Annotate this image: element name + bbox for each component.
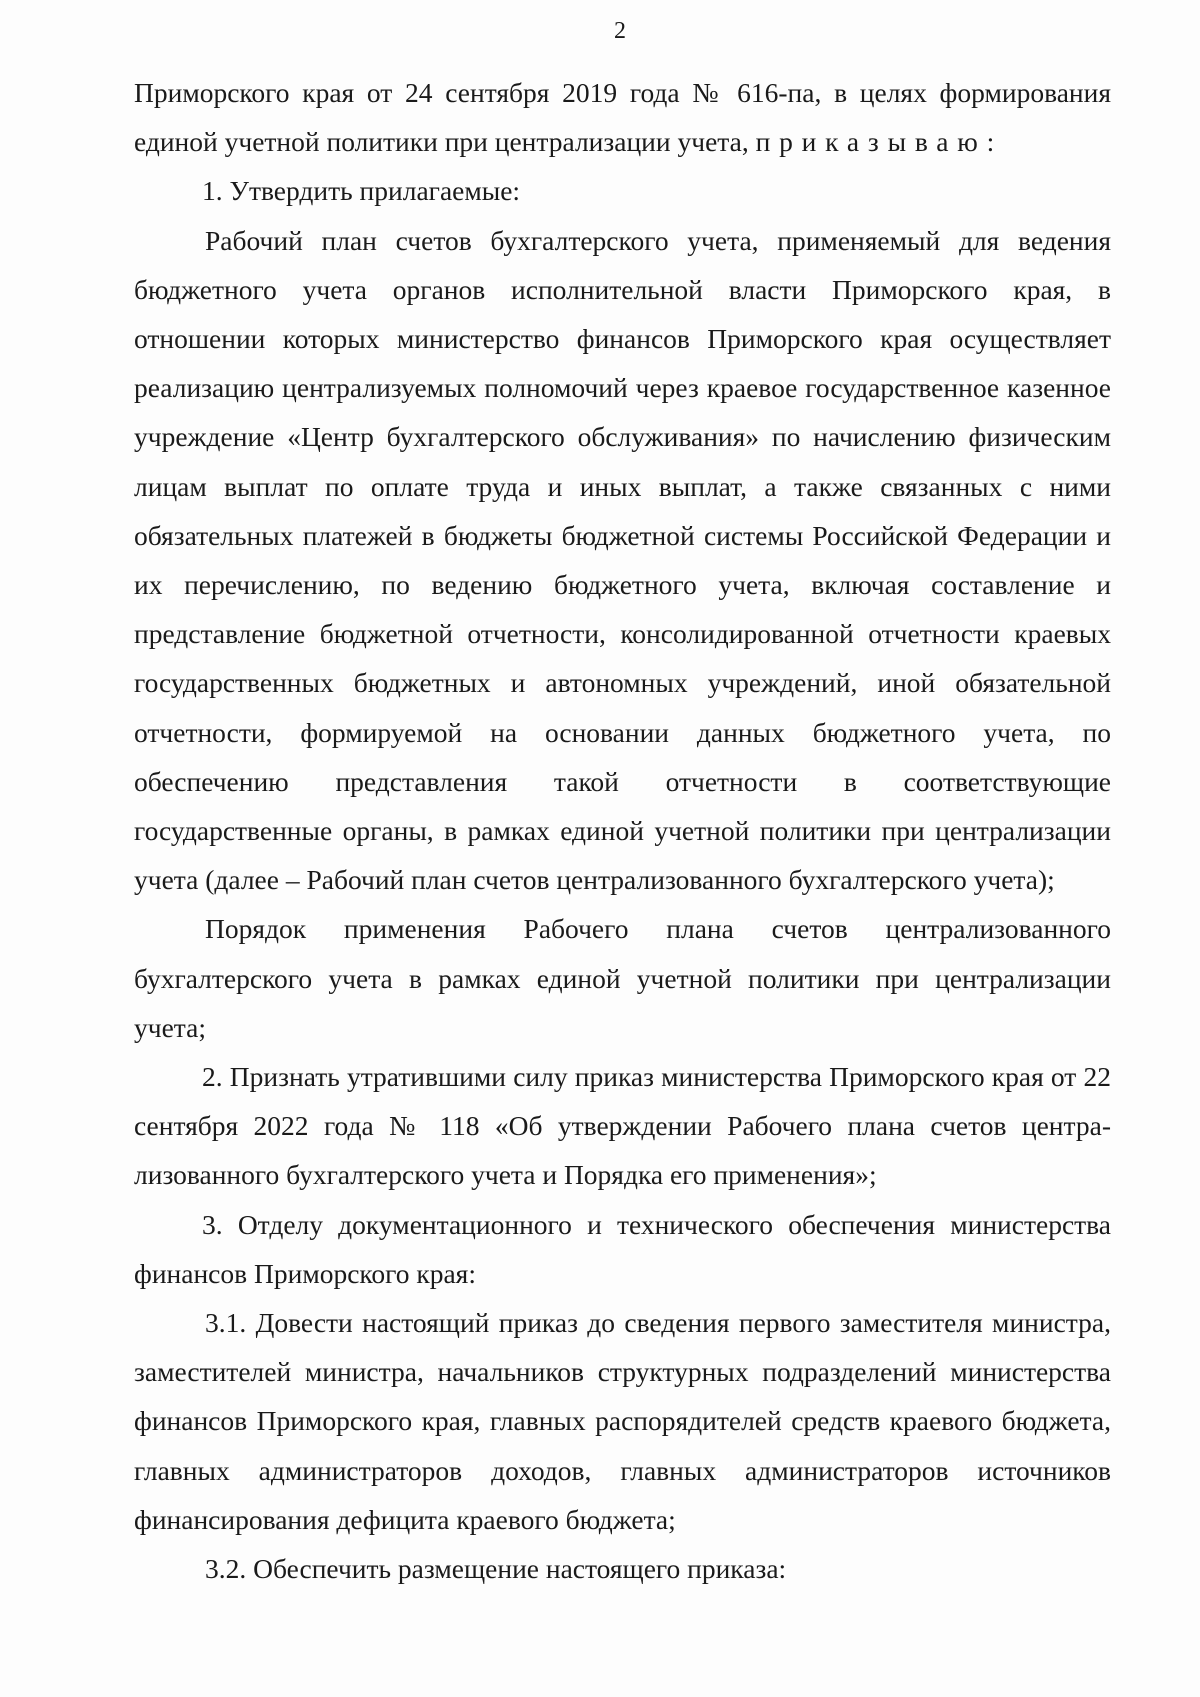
page-number: 2 <box>614 18 626 44</box>
paragraph-item-1: 1. Утвердить прилагаемые: <box>202 175 521 207</box>
document-body <box>134 68 1111 1593</box>
paragraph-item-2: 2. Признать утратившими силу приказ министерства Приморского края от 22 сентября 2022 года № 118 «Об утверждении Рабочего плана счетов центра-лизованного бухгалтерского учета и Порядка его применения»; <box>134 1061 1111 1191</box>
preamble-colon: : <box>986 126 995 158</box>
preamble-text: Приморского края от 24 сентября 2019 года № 616-па, в целях формирования единой учетной политики при централизации учета, <box>134 77 1111 158</box>
order-word: приказываю <box>755 126 987 158</box>
paragraph-item-3: 3. Отделу документационного и технического обеспечения министерства финансов Приморского края: <box>134 1208 1111 1289</box>
paragraph-working-plan: Рабочий план счетов бухгалтерского учета, применяемый для ведения бюджетного учета органов исполнительной власти Приморского края, в отношении которых министерство финансов Приморского края осуществляет реализацию централизуемых полномочий через краевое государственное казенное учреждение «Центр бухгалтерского обслуживания» по начислению физическим лицам выплат по оплате труда и иных выплат, а также связанных с ними обязательных платежей в бюджеты бюджетной системы Российской Федерации и их перечислению, по ведению бюджетного учета, включая составление и представление бюджетной отчетности, консолидированной отчетности краевых государственных бюджетных и автономных учреждений, иной обязательной отчетности, формируемой на основании данных бюджетного учета, по обеспечению представления такой отчетности в соответствующие государственные органы, в рамках единой учетной политики при централизации учета (далее – Рабочий план счетов централизованного бухгалтерского учета); <box>134 224 1111 896</box>
paragraph-preamble <box>134 68 1111 166</box>
paragraph-item-3-1: 3.1. Довести настоящий приказ до сведения первого заместителя министра, заместителей министра, начальников структурных подразделений министерства финансов Приморского края, главных распорядителей средств краевого бюджета, главных администраторов доходов, главных администраторов источников финансирования дефицита краевого бюджета; <box>134 1307 1111 1535</box>
paragraph-procedure: Порядок применения Рабочего плана счетов централизованного бухгалтерского учета в рамках единой учетной политики при централизации учета; <box>134 913 1111 1043</box>
paragraph-item-3-2: 3.2. Обеспечить размещение настоящего приказа: <box>205 1553 787 1585</box>
